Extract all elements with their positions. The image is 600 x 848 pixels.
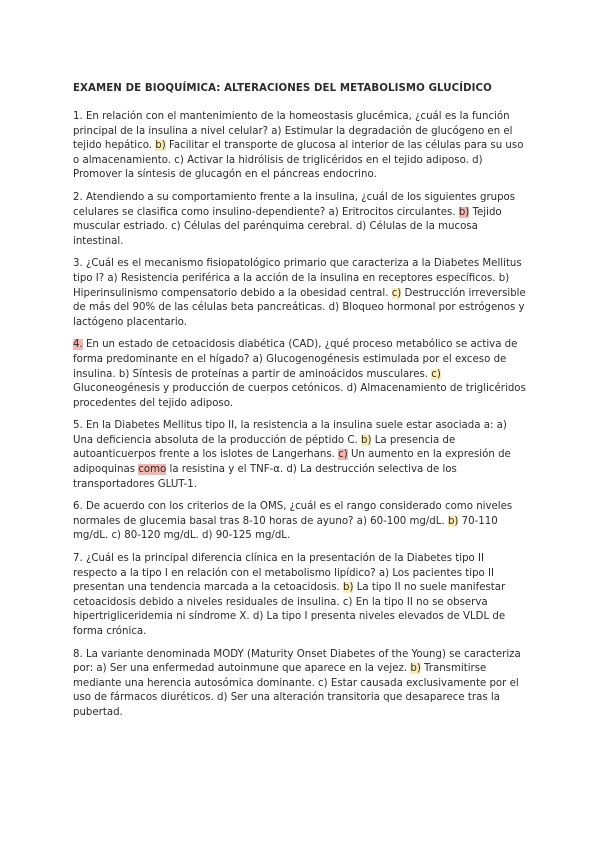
answer-highlight: b)	[410, 663, 421, 675]
question-text: 6. De acuerdo con los criterios de la OMS, ¿cuál es el rango considerado como niveles normales de glucemia basal tras 8-10 horas de ayuno? a) 60-100 mg/dL.	[73, 501, 513, 527]
question-8	[73, 648, 530, 721]
question-7	[73, 552, 530, 640]
question-5	[73, 419, 530, 492]
question-text: 8. La variante denominada MODY (Maturity Onset Diabetes of the Young) se caracteriza por: a) Ser una enfermedad autoinmune que aparece en la vejez.	[73, 648, 521, 675]
answer-highlight: b)	[155, 140, 166, 152]
question-text: la resistina y el TNF-α. d) La destrucción selectiva de los transportadores GLUT-1.	[73, 464, 457, 490]
question-text: Tejido muscular estriado. c) Células del parénquima cerebral. d) Células de la mucosa intestinal.	[73, 206, 502, 247]
question-text: 5. En la Diabetes Mellitus tipo II, la resistencia a la insulina suele estar asociada a: a) Una deficiencia absoluta de la producción de péptido C.	[73, 420, 507, 446]
question-text: 3. ¿Cuál es el mecanismo fisiopatológico primario que caracteriza a la Diabetes Mellitus tipo I? a) Resistencia periférica a la acción de la insulina en receptores específicos. b) Hiperinsulinismo compensatorio debido a la obesidad central.	[73, 258, 522, 299]
question-text: 1. En relación con el mantenimiento de la homeostasis glucémica, ¿cuál es la función principal de la insulina a nivel celular? a) Estimular la degradación de glucógeno en el tejido hepático.	[73, 111, 513, 152]
exam-title: EXAMEN DE BIOQUÍMICA: ALTERACIONES DEL METABOLISMO GLUCÍDICO	[73, 83, 492, 94]
answer-highlight: b)	[447, 515, 459, 527]
word-highlight: como	[138, 464, 167, 476]
answer-highlight: c)	[431, 368, 441, 380]
question-text: Transmitirse mediante una herencia autosómica dominante. c) Estar causada exclusivamente por el uso de fármacos diuréticos. d) Ser una alteración transitoria que desaparece tras la pubertad.	[73, 663, 519, 718]
question-text: Un aumento en la expresión de adipoquinas	[73, 449, 511, 476]
question-text: 2. Atendiendo a su comportamiento frente a la insulina, ¿cuál de los siguientes grupos celulares se clasifica como insulino-dependiente? a) Eritrocitos circulantes.	[73, 191, 516, 218]
answer-highlight: b)	[458, 206, 470, 218]
question-4	[73, 338, 530, 411]
question-text: Gluconeogénesis y producción de cuerpos cetónicos. d) Almacenamiento de triglicéridos procedentes del tejido adiposo.	[73, 383, 526, 409]
question-text: 7. ¿Cuál es la principal diferencia clínica en la presentación de la Diabetes tipo II respecto a la tipo I en relación con el metabolismo lipídico? a) Los pacientes tipo II presentan una tendencia marcada a la cetoacidosis.	[73, 553, 495, 594]
answer-highlight: b)	[343, 582, 354, 594]
question-text: 70-110 mg/dL. c) 80-120 mg/dL. d) 90-125 mg/dL.	[73, 515, 498, 542]
exam-page	[73, 82, 530, 729]
question-2	[73, 191, 530, 249]
answer-highlight: b)	[361, 434, 372, 446]
answer-highlight: c)	[338, 449, 348, 461]
question-text: En un estado de cetoacidosis diabética (CAD), ¿qué proceso metabólico se activa de forma predominante en el hígado? a) Glucogenogénesis estimulada por el exceso de insulina. b) Síntesis de proteínas a partir de aminoácidos musculares.	[73, 339, 518, 380]
question-6	[73, 500, 530, 544]
answer-highlight: c)	[391, 287, 402, 299]
question-text: Facilitar el transporte de glucosa al interior de las células para su uso o almacenamiento. c) Activar la hidrólisis de triglicéridos en el tejido adiposo. d) Promover la síntesis de glucagón en el páncreas endocrino.	[73, 140, 524, 181]
question-1	[73, 110, 530, 183]
number-highlight: 4.	[73, 339, 83, 351]
question-text: La tipo II no suele manifestar cetoacidosis debido a niveles residuales de insulina. c) En la tipo II no se observa hipertrigliceridemia ni síndrome X. d) La tipo I presenta niveles elevados de VLDL de forma crónica.	[73, 582, 506, 637]
question-3	[73, 257, 530, 330]
question-text: La presencia de autoanticuerpos frente a los islotes de Langerhans.	[73, 434, 456, 461]
question-text: Destrucción irreversible de más del 90% de las células beta pancreáticas. d) Bloqueo hormonal por estrógenos y lactógeno placentario.	[73, 287, 526, 328]
